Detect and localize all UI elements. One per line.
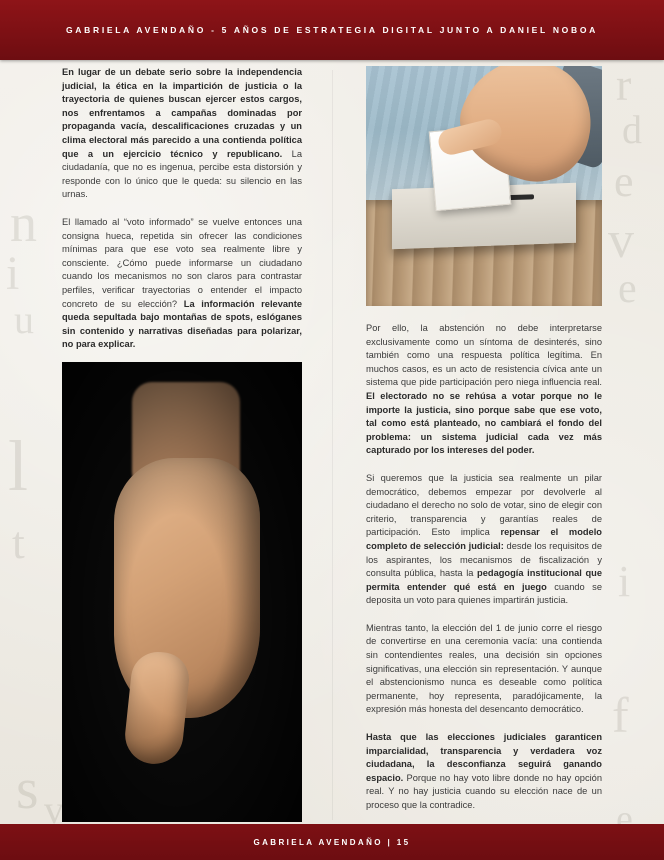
bg-letter: t [12,517,25,568]
page-title: GABRIELA AVENDAÑO - 5 AÑOS DE ESTRATEGIA DIGITAL JUNTO A DANIEL NOBOA [66,25,598,35]
left-column [62,66,302,352]
paragraph-right-4-bold: Hasta que las elecciones judiciales garanticen imparcialidad, transparencia y verdadera voz ciudadana, la desconfianza seguirá ganando espacio. [366,732,602,783]
paragraph-right-1-lead: Por ello, la abstención no debe interpretarse exclusivamente como un síntoma de desinterés, sino también como una respuesta política legítima. En muchos casos, es un acto de resistencia cívica ante un sistema que pide participación pero niega influencia real. [366,323,602,388]
paragraph-right-4 [366,731,602,813]
bg-letter: n [10,193,37,253]
thumbs-down-photo [62,362,302,822]
bg-letter: v [608,212,634,269]
paragraph-right-2-tail: cuando se deposita un voto para quienes impartirán justicia. [366,581,602,606]
paragraph-right-2-mid: desde los requisitos de los aspirantes, los mecanismos de fiscalización y consulta pública, hasta la [366,540,602,579]
paragraph-right-1 [366,322,602,458]
bg-letter: v [44,787,64,832]
column-divider [332,70,333,820]
bg-letter: e [614,157,634,206]
paragraph-left-1 [62,66,302,202]
bg-letter: i [6,247,20,300]
right-column [366,66,602,813]
bg-letter: l [8,426,29,506]
paragraph-left-2-lead: El llamado al “voto informado” se vuelve entonces una consigna hueca, repetida sin ofrecer las condiciones mínimas para que ese voto sea realmente libre y consciente. ¿Cómo puede informarse un ciudadano cuando los mecanismos no son claros para contrastar perfiles, verificar trayectorias o entender el impacto concreto de su elección? [62,216,302,309]
paragraph-right-2-bold-2: pedagogía institucional que permita entender qué está en juego [366,568,603,592]
header-banner [0,0,664,60]
paragraph-right-3: Mientras tanto, la elección del 1 de junio corre el riesgo de convertirse en una ceremonia vacía: una contienda sin contendientes reales, una decisión sin opciones significativas, una elección sin representación. Y aunque el abstencionismo nunca es deseable como política permanente, hoy representa, paradójicamente, la expresión más honesta del desencanto democrático. [366,622,602,715]
paragraph-left-1-rest: La ciudadanía, que no es ingenua, percibe esta distorsión y responde con lo único que le queda: su silencio en las urnas. [62,148,302,200]
paragraph-right-2 [366,472,602,608]
footer-banner [0,824,664,860]
paragraph-right-2-bold-1: repensar el modelo completo de selección judicial: [366,527,602,551]
footer-page-label: GABRIELA AVENDAÑO | 15 [253,837,411,847]
paragraph-left-2-bold: La información relevante queda sepultada bajo montañas de spots, eslóganes sin contenido y narrativas diseñadas para polarizar, no para explicar. [62,298,302,350]
paragraph-left-2 [62,216,302,352]
paragraph-left-1-bold: En lugar de un debate serio sobre la independencia judicial, la ética en la impartición de justicia o la trayectoria de quienes buscan ejercer estos cargos, nos enfrentamos a campañas dominadas por propaganda vacía, descalificaciones cruzadas y un clima electoral más parecido a una contienda política que a un ejercicio técnico y republicano. [62,67,302,159]
bg-letter: s [16,756,39,821]
ballot-box-photo [366,66,602,306]
bg-letter: r [616,59,632,110]
paragraph-right-1-bold: El electorado no se rehúsa a votar porque no le importe la justicia, sino porque sabe que ese voto, tal como está planteado, no cambiará el fondo del problema: un sistema judicial cada vez más capturado por los intereses del poder. [366,390,602,456]
bg-letter: i [618,557,631,606]
paragraph-right-2-lead: Si queremos que la justicia sea realmente un pilar democrático, debemos empezar por devolverle al ciudadano el derecho no solo de votar, sino de elegir con criterio, transparencia y garantías reales de participación. Esto implica [366,472,602,538]
bg-letter: d [622,107,642,152]
thumb-down-shape [122,649,191,766]
bg-letter: e [618,266,637,312]
bg-letter: f [612,687,629,743]
bg-letter: e [616,798,633,840]
paragraph-right-4-rest: Porque no hay voto libre donde no hay opción real. Y no hay justicia cuando su elección nace de un proceso que la contradice. [366,772,602,810]
bg-letter: u [14,297,34,342]
